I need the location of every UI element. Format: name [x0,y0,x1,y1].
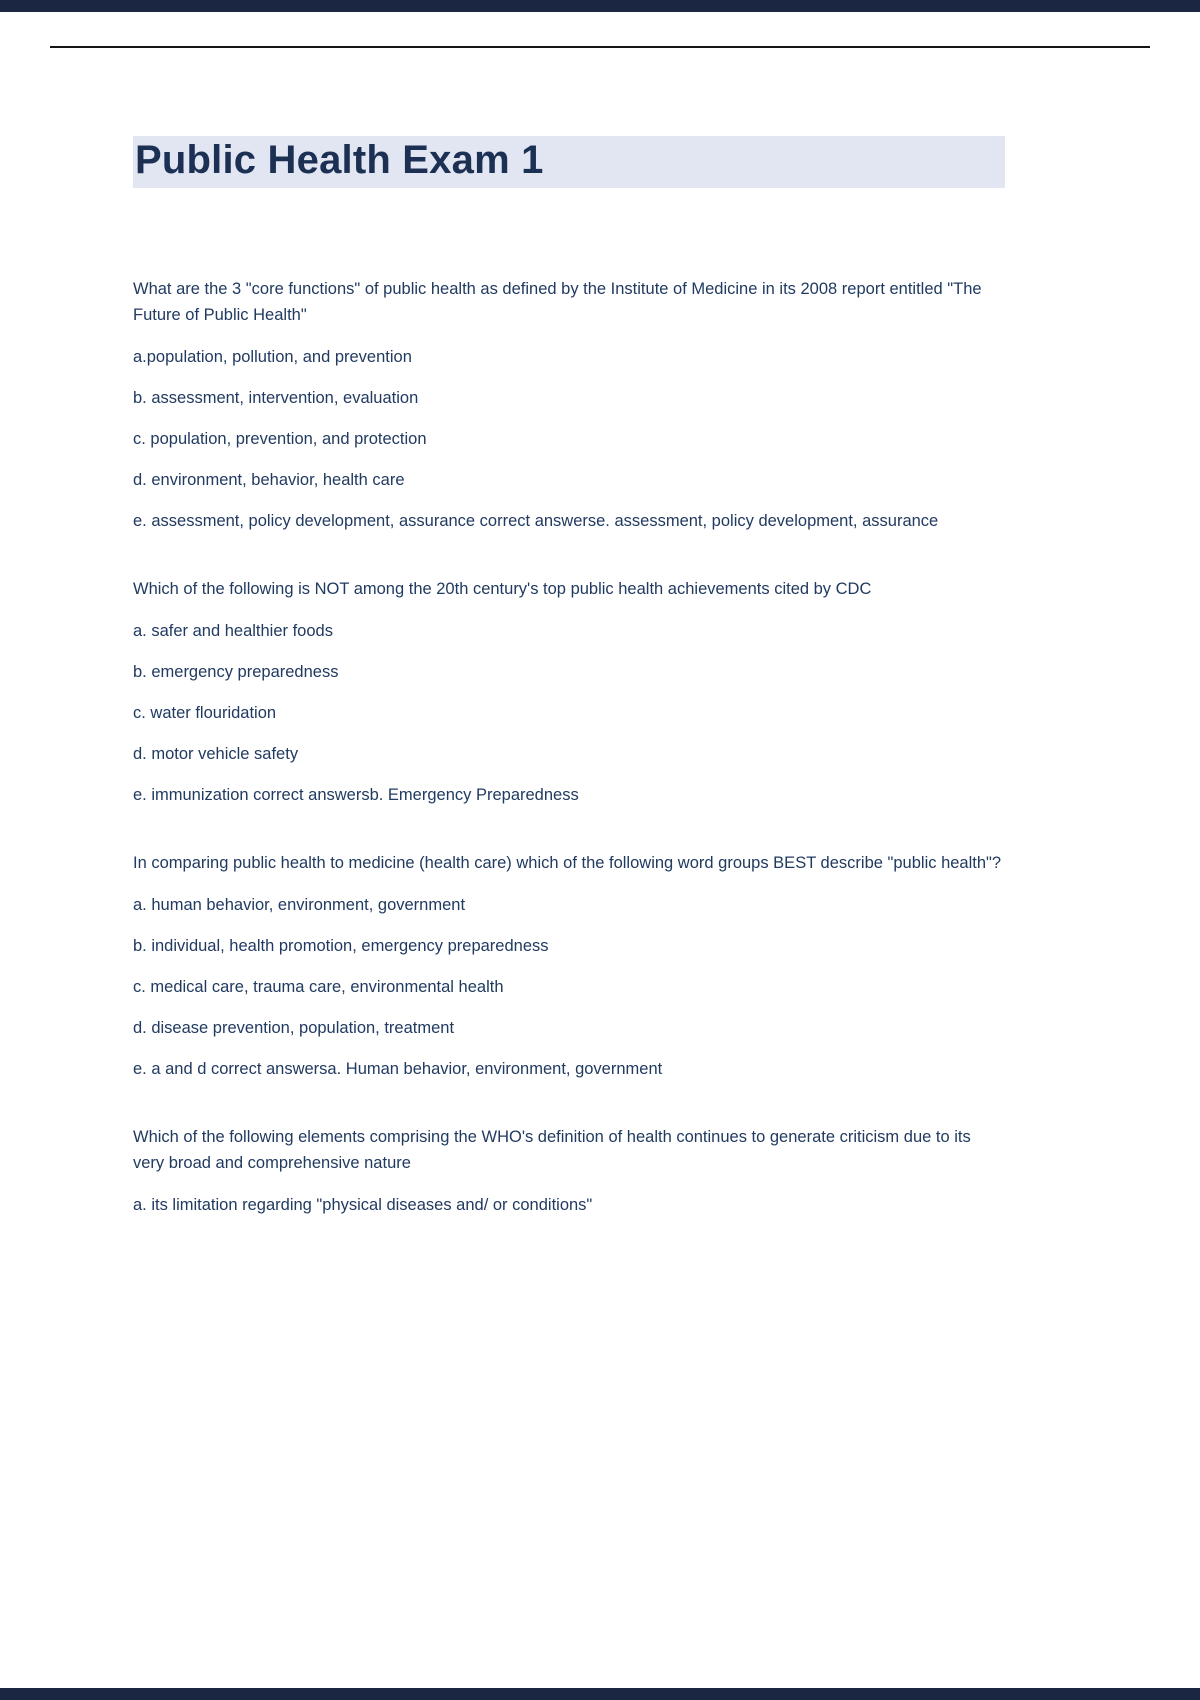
answer-option: d. environment, behavior, health care [133,471,405,489]
answer-option: b. emergency preparedness [133,663,339,681]
bottom-border-bar [0,1688,1200,1700]
answer-option: e. a and d correct answersa. Human behavior, environment, government [133,1060,663,1078]
answer-option: c. medical care, trauma care, environmental health [133,978,504,996]
question-text: In comparing public health to medicine (health care) which of the following word groups BEST describe "public health"? [133,854,1002,872]
title-highlight [133,136,1005,188]
question-text: Which of the following elements comprising the WHO's definition of health continues to generate criticism due to its very broad and comprehensive nature [133,1128,971,1172]
question-text: Which of the following is NOT among the 20th century's top public health achievements cited by CDC [133,580,872,598]
answer-option: c. water flouridation [133,704,277,722]
question-block [133,576,1005,808]
answer-option: a. its limitation regarding "physical diseases and/ or conditions" [133,1196,593,1214]
question-block [133,1124,1005,1218]
question-text: What are the 3 "core functions" of public health as defined by the Institute of Medicine in its 2008 report entitled "The Future of Public Health" [133,280,982,324]
question-block [133,276,1005,534]
answer-option: a. safer and healthier foods [133,622,333,640]
answer-option: c. population, prevention, and protection [133,430,427,448]
answer-option: d. disease prevention, population, treatment [133,1019,455,1037]
answer-option: a. human behavior, environment, government [133,896,466,914]
document-content [133,0,1005,1260]
answer-option: e. assessment, policy development, assurance correct answerse. assessment, policy development, assurance [133,512,939,530]
question-list [133,276,1005,1218]
answer-option: b. assessment, intervention, evaluation [133,389,419,407]
answer-option: b. individual, health promotion, emergency preparedness [133,937,549,955]
question-block [133,850,1005,1082]
answer-option: e. immunization correct answersb. Emergency Preparedness [133,786,579,804]
page-title: Public Health Exam 1 [135,138,544,182]
answer-option: d. motor vehicle safety [133,745,299,763]
answer-option: a.population, pollution, and prevention [133,348,412,366]
